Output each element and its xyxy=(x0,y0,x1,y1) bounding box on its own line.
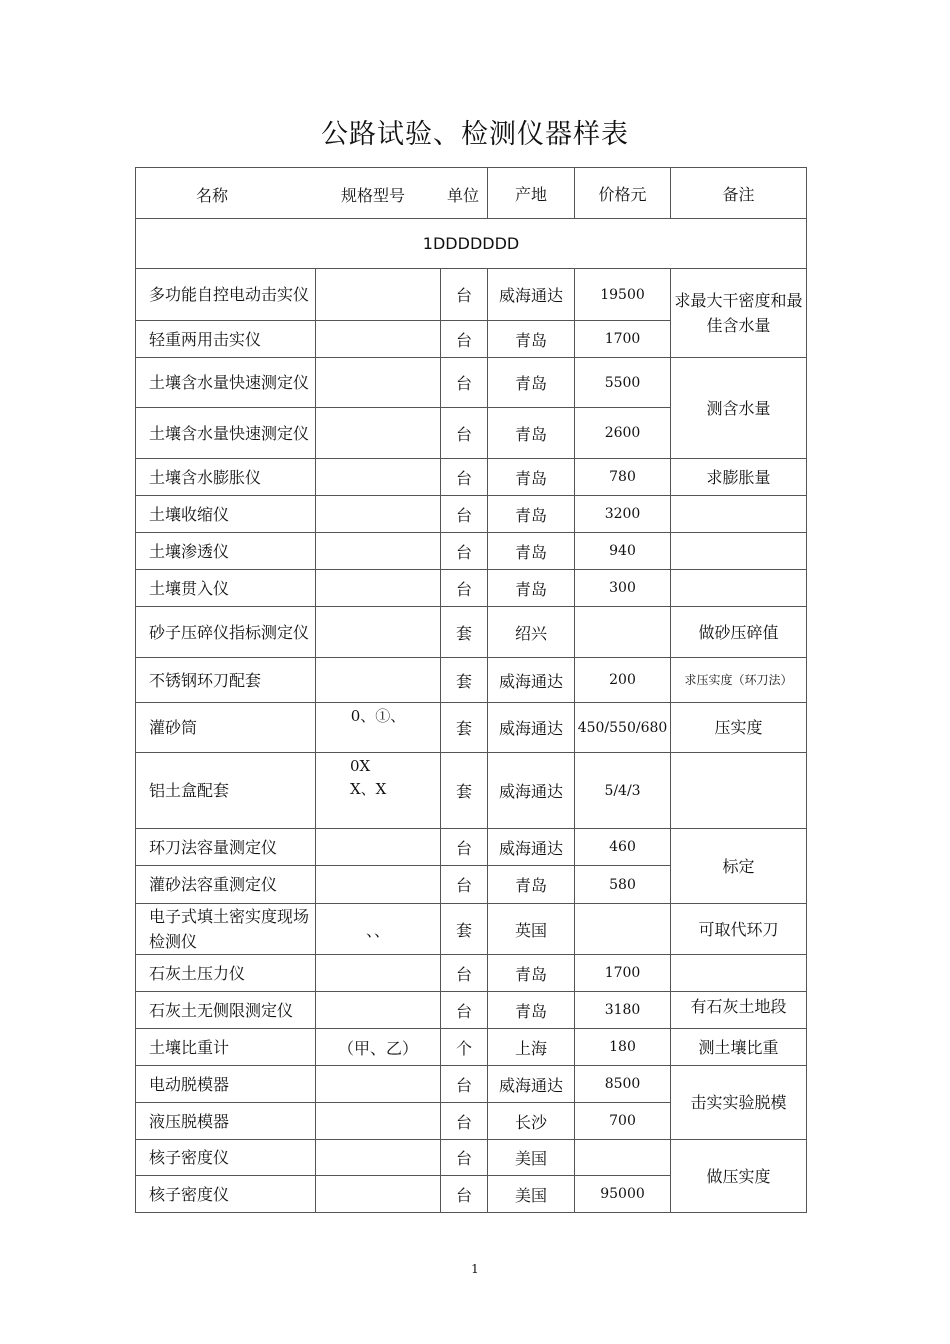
row-price: 940 xyxy=(575,533,671,570)
row-price: 1700 xyxy=(575,321,671,358)
row-origin: 青岛 xyxy=(488,358,575,408)
row-origin: 威海通达 xyxy=(488,658,575,703)
header-origin: 产地 xyxy=(488,168,575,219)
row-name: 石灰土无侧限测定仪 xyxy=(136,992,316,1029)
table-row xyxy=(136,955,807,992)
row-note: 求膨胀量 xyxy=(671,459,807,496)
row-spec: 0、①、 xyxy=(316,703,441,753)
row-origin: 青岛 xyxy=(488,408,575,459)
section-label: 1DDDDDDD xyxy=(136,219,807,269)
row-spec xyxy=(316,658,441,703)
row-price: 450/550/680 xyxy=(575,703,671,753)
row-spec xyxy=(316,269,441,321)
table-row xyxy=(136,607,807,658)
row-unit: 个 xyxy=(441,1029,488,1066)
instrument-table xyxy=(135,167,807,1213)
row-note: 做压实度 xyxy=(671,1140,807,1213)
row-note: 击实实验脱模 xyxy=(671,1066,807,1140)
row-unit: 台 xyxy=(441,408,488,459)
row-name: 液压脱模器 xyxy=(136,1103,316,1140)
row-note-empty xyxy=(671,955,807,992)
row-name: 不锈钢环刀配套 xyxy=(136,658,316,703)
row-note-empty xyxy=(671,533,807,570)
row-unit: 套 xyxy=(441,703,488,753)
table-row xyxy=(136,658,807,703)
row-unit: 台 xyxy=(441,459,488,496)
row-note: 标定 xyxy=(671,829,807,904)
row-note: 做砂压碎值 xyxy=(671,607,807,658)
row-spec xyxy=(316,496,441,533)
table-row xyxy=(136,829,807,866)
row-spec xyxy=(316,321,441,358)
row-spec: （甲、乙） xyxy=(316,1029,441,1066)
row-price: 95000 xyxy=(575,1176,671,1213)
row-price: 5/4/3 xyxy=(575,753,671,829)
row-note: 压实度 xyxy=(671,703,807,753)
row-price: 1700 xyxy=(575,955,671,992)
header-unit: 单位 xyxy=(447,186,480,205)
row-unit: 台 xyxy=(441,496,488,533)
row-name: 核子密度仪 xyxy=(136,1140,316,1176)
row-price: 460 xyxy=(575,829,671,866)
row-spec xyxy=(316,533,441,570)
row-spec xyxy=(316,1176,441,1213)
row-note: 求压实度（环刀法） xyxy=(671,658,807,703)
row-origin: 威海通达 xyxy=(488,753,575,829)
row-name: 多功能自控电动击实仪 xyxy=(136,269,316,321)
row-spec xyxy=(316,570,441,607)
row-price xyxy=(575,904,671,955)
row-name: 环刀法容量测定仪 xyxy=(136,829,316,866)
table-row xyxy=(136,703,807,753)
table-row xyxy=(136,496,807,533)
section-row xyxy=(136,219,807,269)
row-spec xyxy=(316,607,441,658)
row-origin: 长沙 xyxy=(488,1103,575,1140)
row-origin: 威海通达 xyxy=(488,269,575,321)
table-row xyxy=(136,753,807,829)
row-origin: 威海通达 xyxy=(488,703,575,753)
row-name: 土壤收缩仪 xyxy=(136,496,316,533)
header-note: 备注 xyxy=(671,168,807,219)
row-spec xyxy=(316,866,441,904)
row-unit: 台 xyxy=(441,955,488,992)
row-unit: 台 xyxy=(441,829,488,866)
table-row xyxy=(136,358,807,408)
row-name: 轻重两用击实仪 xyxy=(136,321,316,358)
row-name: 灌砂法容重测定仪 xyxy=(136,866,316,904)
row-unit: 台 xyxy=(441,1176,488,1213)
row-unit: 套 xyxy=(441,753,488,829)
table-row xyxy=(136,1140,807,1176)
row-unit: 台 xyxy=(441,866,488,904)
row-name: 铝土盒配套 xyxy=(136,753,316,829)
row-spec-line: X、X xyxy=(350,780,387,798)
row-origin: 英国 xyxy=(488,904,575,955)
header-name: 名称 xyxy=(196,186,229,205)
row-unit: 套 xyxy=(441,658,488,703)
row-name: 土壤含水量快速测定仪 xyxy=(136,358,316,408)
row-note-empty xyxy=(671,753,807,829)
row-price xyxy=(575,607,671,658)
header-spec: 规格型号 xyxy=(341,186,406,205)
row-name: 土壤贯入仪 xyxy=(136,570,316,607)
row-name: 灌砂筒 xyxy=(136,703,316,753)
row-spec: 、、 xyxy=(316,904,441,955)
row-origin: 绍兴 xyxy=(488,607,575,658)
row-price: 300 xyxy=(575,570,671,607)
row-origin: 青岛 xyxy=(488,459,575,496)
row-price: 19500 xyxy=(575,269,671,321)
row-spec xyxy=(316,1066,441,1103)
row-price: 700 xyxy=(575,1103,671,1140)
row-origin: 威海通达 xyxy=(488,829,575,866)
row-price: 2600 xyxy=(575,408,671,459)
row-note: 测土壤比重 xyxy=(671,1029,807,1066)
row-unit: 套 xyxy=(441,904,488,955)
row-name: 土壤渗透仪 xyxy=(136,533,316,570)
header-price: 价格元 xyxy=(575,168,671,219)
row-note: 测含水量 xyxy=(671,358,807,459)
row-unit: 台 xyxy=(441,570,488,607)
row-origin: 青岛 xyxy=(488,866,575,904)
row-name: 核子密度仪 xyxy=(136,1176,316,1213)
row-price: 200 xyxy=(575,658,671,703)
row-origin: 青岛 xyxy=(488,955,575,992)
row-unit: 台 xyxy=(441,358,488,408)
row-spec xyxy=(316,408,441,459)
row-unit: 台 xyxy=(441,1066,488,1103)
row-name: 电子式填土密实度现场检测仪 xyxy=(136,904,316,955)
row-price xyxy=(575,1140,671,1176)
row-origin: 美国 xyxy=(488,1140,575,1176)
row-price: 580 xyxy=(575,866,671,904)
row-name: 砂子压碎仪指标测定仪 xyxy=(136,607,316,658)
row-origin: 美国 xyxy=(488,1176,575,1213)
row-unit: 套 xyxy=(441,607,488,658)
row-name: 电动脱模器 xyxy=(136,1066,316,1103)
page-title: 公路试验、检测仪器样表 xyxy=(321,119,629,150)
table-row xyxy=(136,459,807,496)
row-spec xyxy=(316,1103,441,1140)
row-name: 土壤比重计 xyxy=(136,1029,316,1066)
row-spec xyxy=(316,955,441,992)
row-price: 5500 xyxy=(575,358,671,408)
header-cell-group xyxy=(136,168,488,219)
row-name: 土壤含水膨胀仪 xyxy=(136,459,316,496)
row-spec xyxy=(316,459,441,496)
row-price: 3200 xyxy=(575,496,671,533)
row-spec xyxy=(316,1140,441,1176)
row-note-empty xyxy=(671,496,807,533)
row-name: 石灰土压力仪 xyxy=(136,955,316,992)
row-price: 8500 xyxy=(575,1066,671,1103)
row-price: 780 xyxy=(575,459,671,496)
table-header-row xyxy=(136,168,807,219)
table-row xyxy=(136,904,807,955)
row-unit: 台 xyxy=(441,533,488,570)
row-unit: 台 xyxy=(441,992,488,1029)
row-note: 可取代环刀 xyxy=(671,904,807,955)
row-price: 180 xyxy=(575,1029,671,1066)
row-spec xyxy=(316,992,441,1029)
row-origin: 青岛 xyxy=(488,992,575,1029)
row-unit: 台 xyxy=(441,1103,488,1140)
row-origin: 上海 xyxy=(488,1029,575,1066)
row-unit: 台 xyxy=(441,269,488,321)
table-row xyxy=(136,1029,807,1066)
table-row xyxy=(136,992,807,1029)
row-note: 求最大干密度和最佳含水量 xyxy=(671,269,807,358)
page-number: 1 xyxy=(471,1262,479,1276)
row-origin: 青岛 xyxy=(488,533,575,570)
row-name: 土壤含水量快速测定仪 xyxy=(136,408,316,459)
row-origin: 青岛 xyxy=(488,570,575,607)
row-origin: 青岛 xyxy=(488,321,575,358)
row-origin: 青岛 xyxy=(488,496,575,533)
row-note-empty xyxy=(671,570,807,607)
row-note: 有石灰土地段 xyxy=(671,992,807,1029)
row-spec xyxy=(316,829,441,866)
row-spec xyxy=(316,753,441,829)
table-row xyxy=(136,570,807,607)
row-spec xyxy=(316,358,441,408)
table-row xyxy=(136,1066,807,1103)
row-spec-line: 0X xyxy=(350,757,371,775)
table-row xyxy=(136,269,807,321)
row-unit: 台 xyxy=(441,321,488,358)
row-origin: 威海通达 xyxy=(488,1066,575,1103)
row-price: 3180 xyxy=(575,992,671,1029)
table-row xyxy=(136,533,807,570)
row-unit: 台 xyxy=(441,1140,488,1176)
